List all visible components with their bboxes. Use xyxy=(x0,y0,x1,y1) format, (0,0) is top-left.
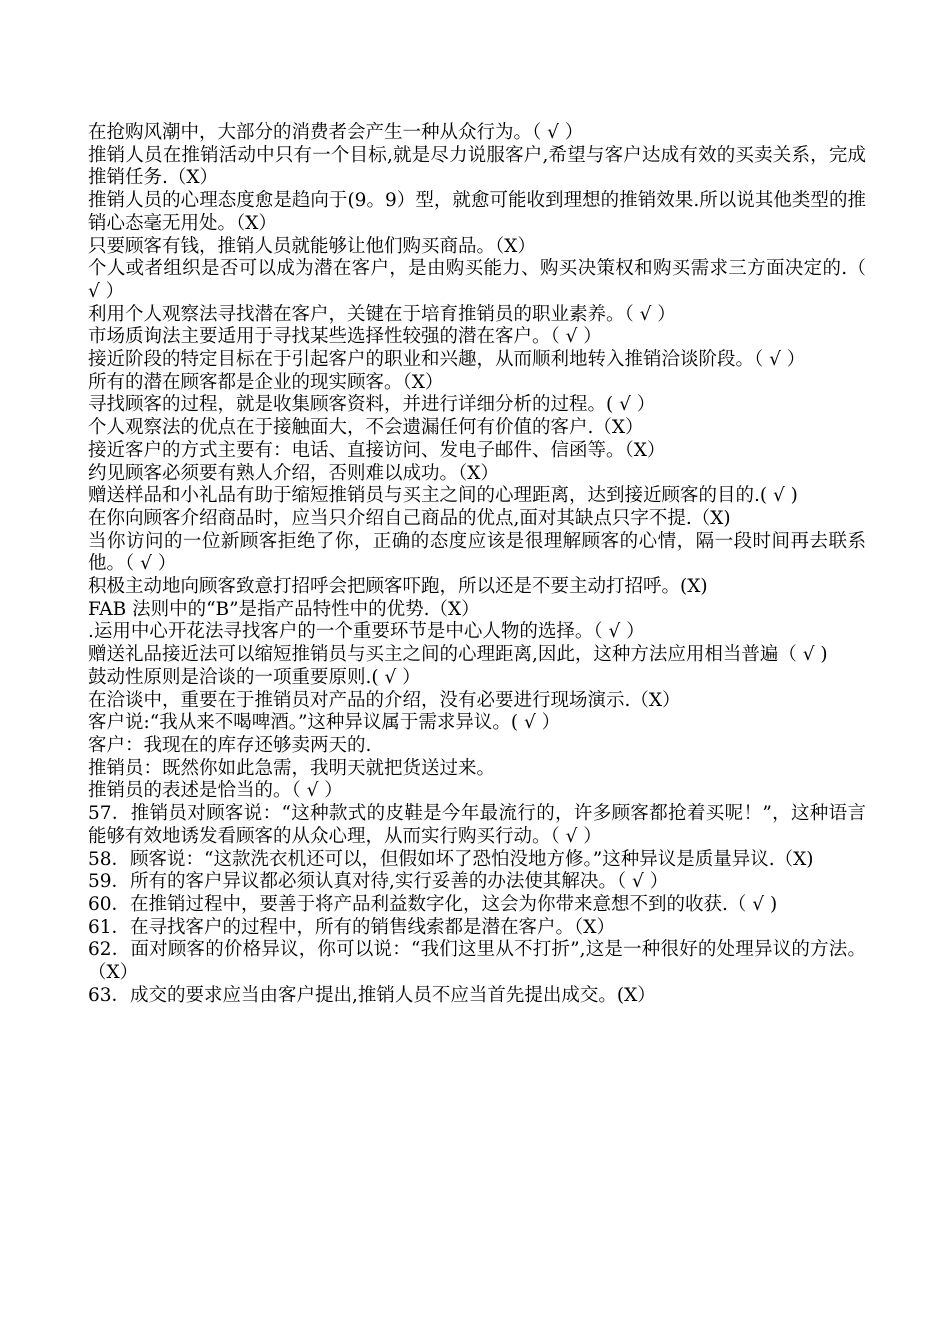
statement-7: 市场质询法主要适用于寻找某些选择性较强的潜在客户。（ √ ） xyxy=(88,326,602,348)
statement-13: 约见顾客必须要有熟人介绍，否则难以成功。（X） xyxy=(88,462,499,484)
statement-22: 在洽谈中，重要在于推销员对产品的介绍，没有必要进行现场演示.（X） xyxy=(88,689,681,711)
statement-12: 接近客户的方式主要有：电话、直接访问、发电子邮件、信函等。（X） xyxy=(88,439,666,461)
statement-19: .运用中心开花法寻找客户的一个重要环节是中心人物的选择。（ √ ） xyxy=(88,621,645,643)
statement-3: 推销人员的心理态度愈是趋向于(9。9）型，就愈可能收到理想的推销效果.所以说其他类型的推销心态毫无用处。（X） xyxy=(88,190,866,234)
statement-57: 57．推销员对顾客说：“这种款式的皮鞋是今年最流行的，许多顾客都抢着买呢！”，这种语言能够有效地诱发看顾客的从众心理，从而实行购买行动。（ √ ） xyxy=(88,803,866,847)
statement-58: 58．顾客说：“这款洗衣机还可以，但假如坏了恐怕没地方修。”这种异议是质量异议.（X) xyxy=(88,848,814,870)
statement-20: 赠送礼品接近法可以缩短推销员与买主之间的心理距离,因此，这种方法应用相当普遍（ √ ) xyxy=(88,644,828,666)
statement-60: 60．在推销过程中，要善于将产品利益数字化，这会为你带来意想不到的收获.（ √ ) xyxy=(88,893,778,915)
statement-26: 推销员的表述是恰当的。（ √ ） xyxy=(88,780,343,802)
document-body xyxy=(88,122,866,1007)
statement-24: 客户：我现在的库存还够卖两天的. xyxy=(88,734,372,756)
statement-15: 在你向顾客介绍商品时，应当只介绍自己商品的优点,面对其缺点只字不提.（X) xyxy=(88,507,731,529)
statement-1: 在抢购风潮中，大部分的消费者会产生一种从众行为。（ √ ） xyxy=(88,122,584,143)
statement-2: 推销人员在推销活动中只有一个目标,就是尽力说服客户,希望与客户达成有效的买卖关系，完成推销任务.（X） xyxy=(88,144,866,189)
statement-6: 利用个人观察法寻找潜在客户，关键在于培育推销员的职业素养。（ √ ） xyxy=(88,303,676,325)
statement-23: 客户说:“我从来不喝啤酒。”这种异议属于需求异议。( √ ） xyxy=(88,712,561,734)
statement-21: 鼓动性原则是洽谈的一项重要原则.( √ ） xyxy=(88,666,421,688)
statement-11: 个人观察法的优点在于接触面大，不会遗漏任何有价值的客户.（X） xyxy=(88,417,644,439)
statement-16: 当你访问的一位新顾客拒绝了你，正确的态度应该是很理解顾客的心情，隔一段时间再去联系他。（ √ ） xyxy=(88,530,866,575)
statement-61: 61．在寻找客户的过程中，所有的销售线索都是潜在客户。（X） xyxy=(88,916,615,938)
statement-17: 积极主动地向顾客致意打招呼会把顾客吓跑，所以还是不要主动打招呼。(X) xyxy=(88,576,708,598)
statement-14: 赠送样品和小礼品有助于缩短推销员与买主之间的心理距离，达到接近顾客的目的.( √ ) xyxy=(88,485,798,507)
statement-59: 59．所有的客户异议都必须认真对待,实行妥善的办法使其解决。（ √ ） xyxy=(88,871,669,893)
statement-63: 63．成交的要求应当由客户提出,推销人员不应当首先提出成交。(X） xyxy=(88,984,656,1006)
statement-9: 所有的潜在顾客都是企业的现实顾客。（X） xyxy=(88,371,444,393)
statement-10: 寻找顾客的过程，就是收集顾客资料，并进行详细分析的过程。( √ ） xyxy=(88,394,656,416)
statement-4: 只要顾客有钱，推销人员就能够让他们购买商品。（X） xyxy=(88,235,536,257)
statement-18: FAB 法则中的“B”是指产品特性中的优势.（X） xyxy=(88,598,480,620)
statement-62: 62．面对顾客的价格异议，你可以说：“我们这里从不打折”,这是一种很好的处理异议的方法。（X） xyxy=(88,939,866,984)
statement-25: 推销员：既然你如此急需，我明天就把货送过来。 xyxy=(88,757,496,779)
statement-5: 个人或者组织是否可以成为潜在客户，是由购买能力、购买决策权和购买需求三方面决定的.（ √ ） xyxy=(88,258,866,302)
statement-8: 接近阶段的特定目标在于引起客户的职业和兴趣，从而顺利地转入推销洽谈阶段。（ √ ） xyxy=(88,349,806,371)
